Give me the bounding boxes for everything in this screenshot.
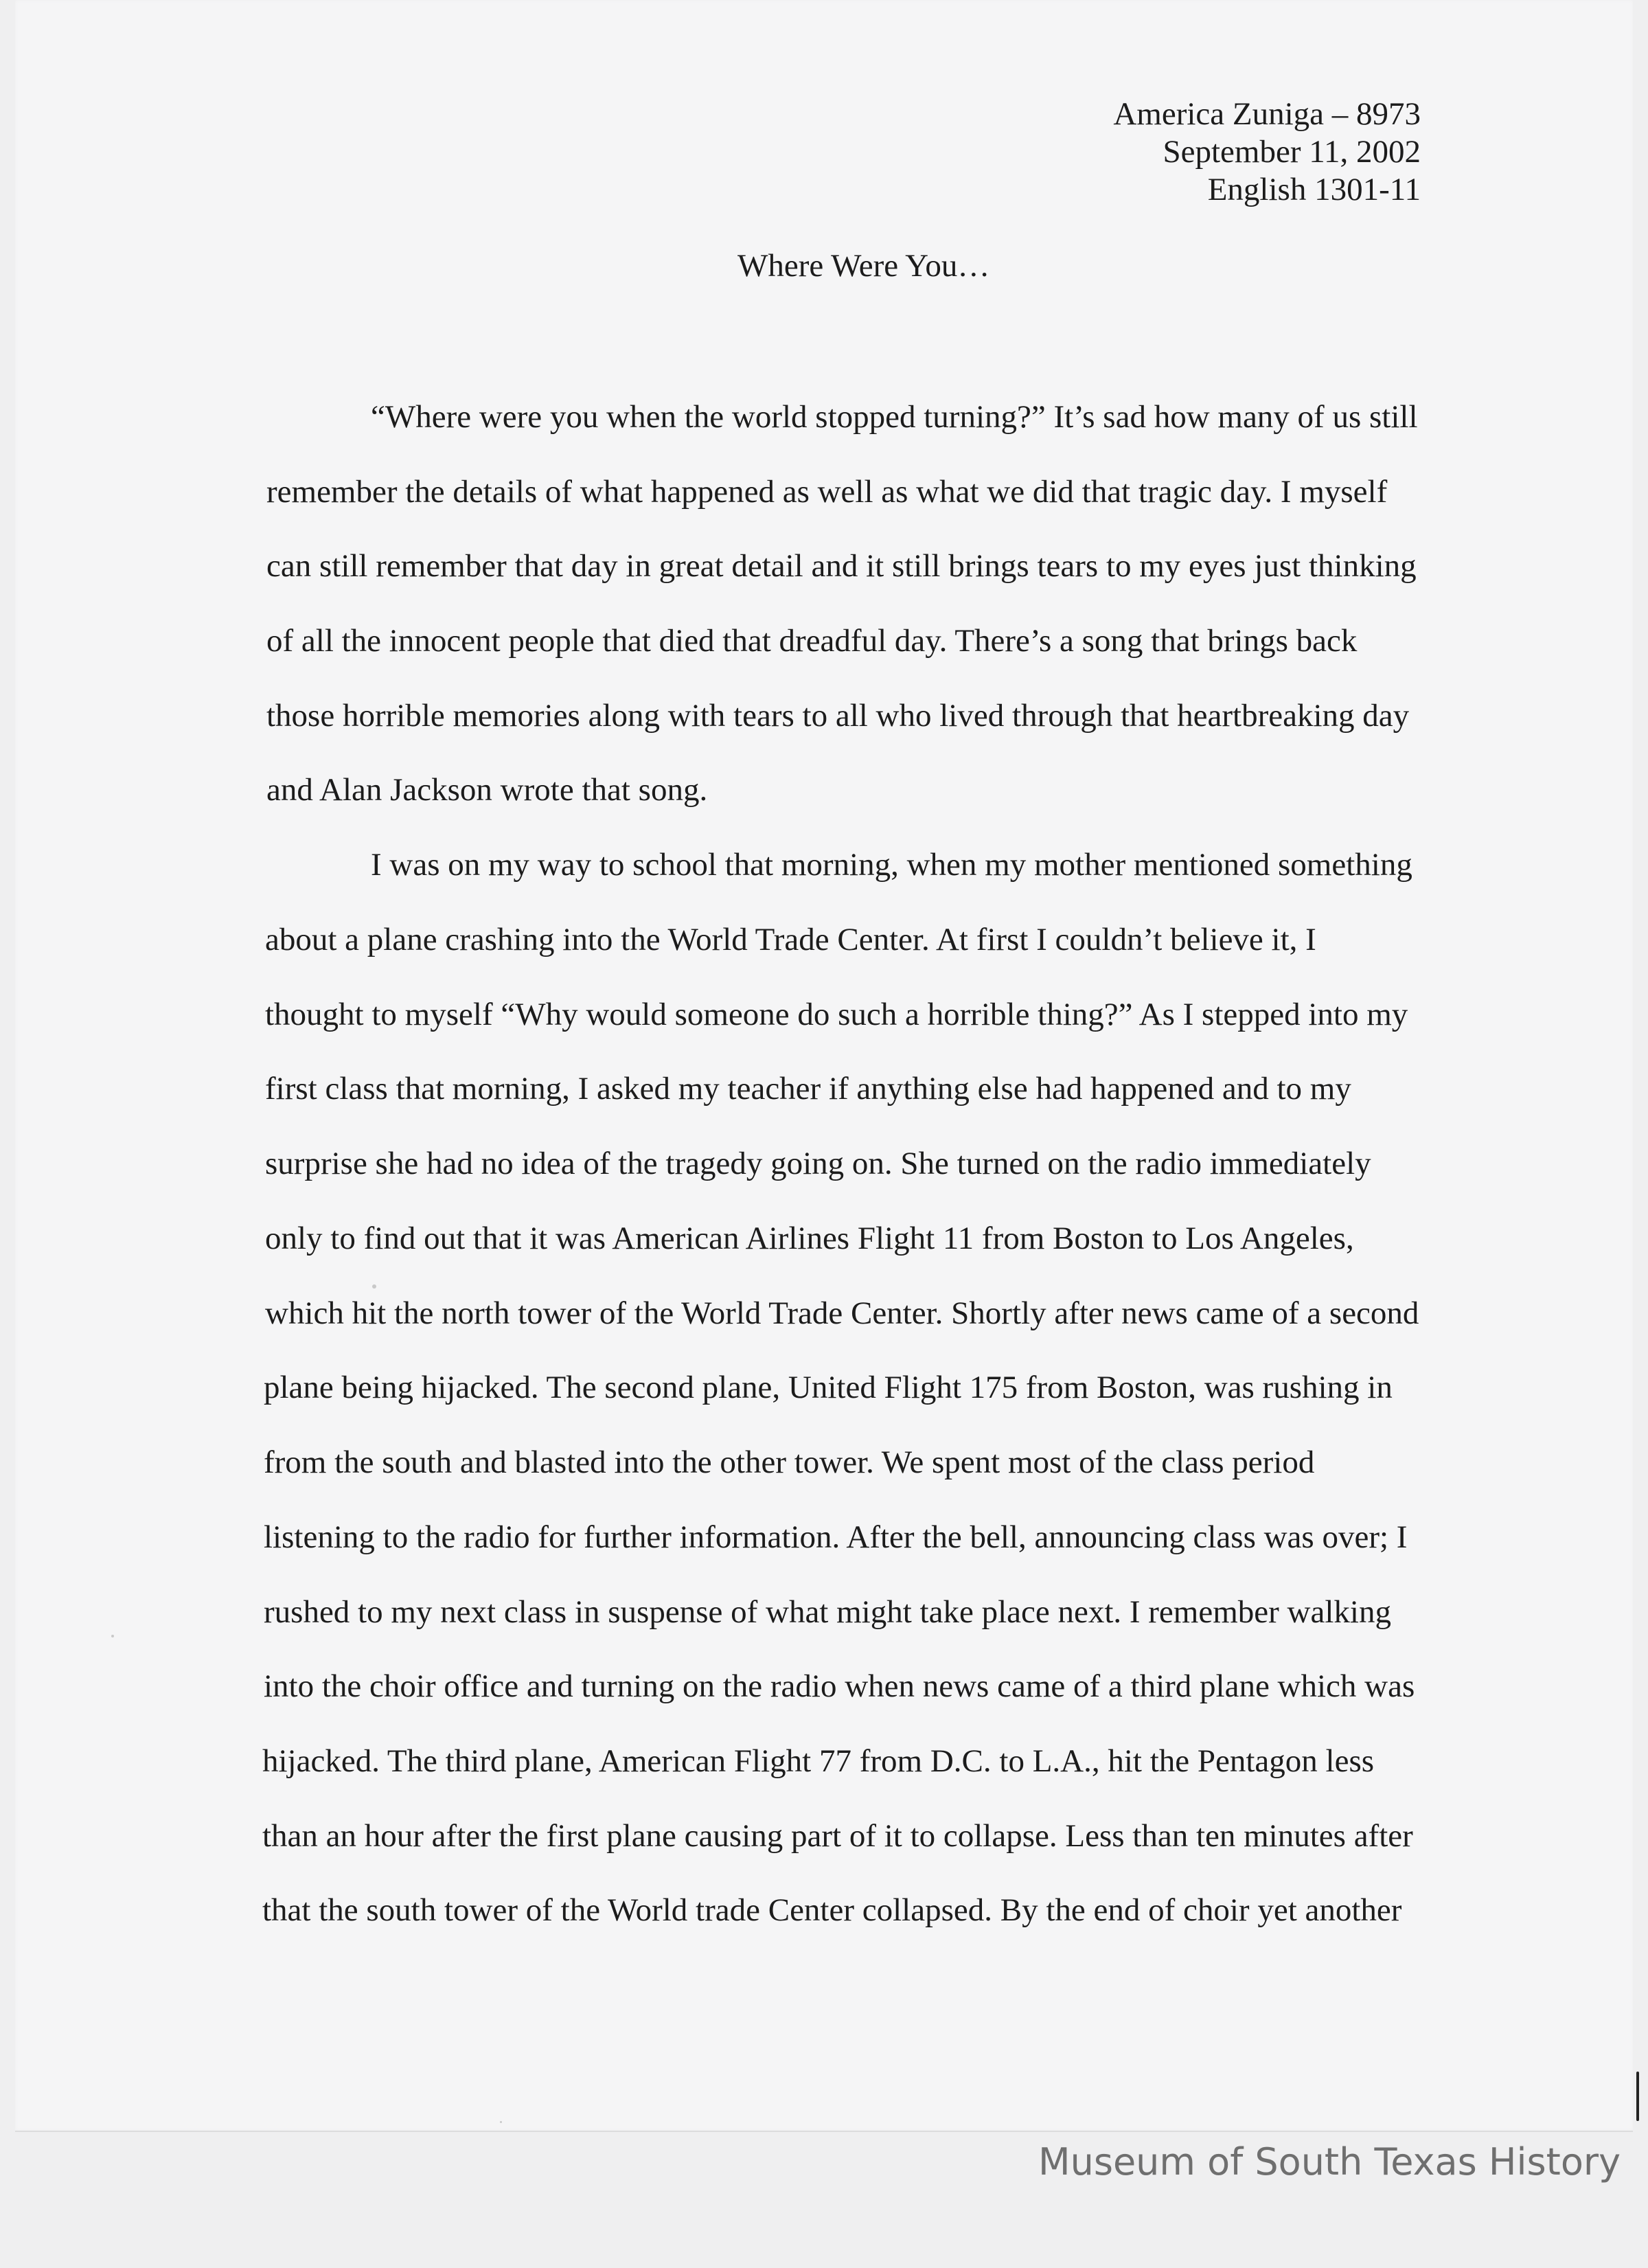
essay-line: can still remember that day in great detail and it still brings tears to my eyes just thinking [266,548,1417,584]
essay-title: Where Were You… [737,248,990,284]
essay-line: first class that morning, I asked my teacher if anything else had happened and to my [265,1071,1351,1107]
essay-line: about a plane crashing into the World Trade Center. At first I couldn’t believe it, I [265,922,1316,957]
museum-watermark: Museum of South Texas History [1038,2140,1621,2184]
essay-line: of all the innocent people that died that dreadful day. There’s a song that brings back [266,623,1358,659]
essay-line: which hit the north tower of the World Trade Center. Shortly after news came of a second [265,1295,1419,1331]
student-name-line: America Zuniga – 8973 [1113,96,1421,132]
essay-line: only to find out that it was American Airlines Flight 11 from Boston to Los Angeles, [265,1221,1354,1256]
essay-line: than an hour after the first plane causing part of it to collapse. Less than ten minutes after [262,1818,1413,1854]
pencil-mark [1636,2072,1639,2121]
essay-line: that the south tower of the World trade Center collapsed. By the end of choir yet another [262,1892,1402,1928]
essay-line: surprise she had no idea of the tragedy going on. She turned on the radio immediately [265,1146,1371,1181]
essay-line: those horrible memories along with tears to all who lived through that heartbreaking day [266,698,1410,734]
course-line: English 1301-11 [1207,172,1421,207]
scan-speck [372,1284,376,1289]
essay-line: and Alan Jackson wrote that song. [266,772,708,808]
essay-line: “Where were you when the world stopped turning?” It’s sad how many of us still [371,399,1418,435]
essay-line: hijacked. The third plane, American Flight 77 from D.C. to L.A., hit the Pentagon less [262,1743,1375,1779]
scanned-page [15,0,1633,2132]
essay-line: plane being hijacked. The second plane, United Flight 175 from Boston, was rushing in [264,1370,1393,1405]
essay-date-line: September 11, 2002 [1163,134,1421,170]
essay-header [1113,95,1421,209]
essay-line: rushed to my next class in suspense of what might take place next. I remember walking [264,1594,1391,1630]
essay-line: listening to the radio for further information. After the bell, announcing class was over; I [264,1519,1408,1555]
essay-line: into the choir office and turning on the radio when news came of a third plane which was [264,1668,1415,1704]
essay-line: thought to myself “Why would someone do such a horrible thing?” As I stepped into my [265,997,1408,1032]
essay-line: from the south and blasted into the other tower. We spent most of the class period [264,1444,1315,1480]
essay-line: I was on my way to school that morning, when my mother mentioned something [371,847,1412,883]
scan-speck [111,1635,114,1637]
essay-line: remember the details of what happened as well as what we did that tragic day. I myself [266,474,1388,510]
scan-speck [500,2121,502,2123]
